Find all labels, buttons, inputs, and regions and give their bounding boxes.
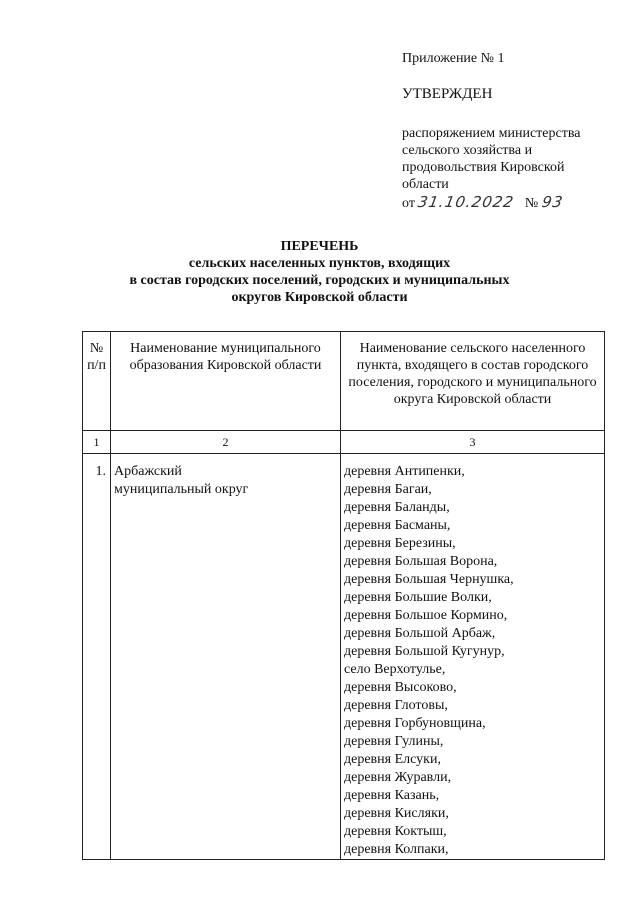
list-item: деревня Багаи, [344,482,432,497]
handwritten-number: 93 [540,193,565,211]
column-number: 3 [341,431,605,454]
date-prefix: от [402,196,415,211]
header-municipality: Наименование муниципального образования Кировской области [111,332,341,431]
column-number: 2 [111,431,341,454]
list-item: деревня Глотовы, [344,698,448,713]
list-item: деревня Журавли, [344,770,452,785]
table-header-row [83,332,605,431]
issuing-authority: распоряжением министерства сельского хозяйства и продовольствия Кировской области [402,126,581,192]
list-item: деревня Большой Кугунур, [344,644,505,659]
list-item: деревня Высоково, [344,680,457,695]
list-item: деревня Горбуновщина, [344,716,486,731]
title-line-3: в состав городских поселений, городских и муниципальных [129,273,510,288]
list-item: деревня Большие Волки, [344,590,492,605]
handwritten-date: 31.10.2022 [416,193,517,211]
municipality-cell [111,454,341,860]
column-number: 1 [83,431,111,454]
row-number-cell [83,454,111,860]
order-date-line [402,194,563,212]
title-line-1: ПЕРЕЧЕНЬ [280,239,359,254]
list-item: деревня Колпаки, [344,842,449,857]
list-item: деревня Гулины, [344,734,444,749]
approved-label: УТВЕРЖДЕН [402,86,493,102]
list-item: деревня Антипенки, [344,464,465,479]
municipality-name: Арбажский муниципальный округ [114,464,249,497]
list-item: деревня Басманы, [344,518,451,533]
settlements-cell [341,454,605,860]
number-label: № [524,196,539,211]
title-line-2: сельских населенных пунктов, входящих [188,256,451,271]
list-item: деревня Большой Арбаж, [344,626,496,641]
appendix-label: Приложение № 1 [402,51,505,66]
title-line-4: округов Кировской области [231,290,408,305]
list-item: деревня Казань, [344,788,440,803]
list-item: деревня Большое Кормино, [344,608,508,623]
list-item: деревня Большая Чернушка, [344,572,514,587]
header-settlement: Наименование сельского населенного пункта, входящего в состав городского поселения, городского и муниципального округа Кировской области [341,332,605,431]
row-number: 1. [95,464,106,479]
list-item: деревня Кисляки, [344,806,449,821]
list-item: деревня Елсуки, [344,752,441,767]
list-item: деревня Баланды, [344,500,450,515]
header-number: № п/п [83,332,111,431]
settlement-list [341,454,604,859]
settlements-table [82,331,605,860]
table-row [83,454,605,860]
list-item: деревня Коктыш, [344,824,447,839]
column-number-row [83,431,605,454]
list-item: деревня Березины, [344,536,456,551]
list-item: село Верхотулье, [344,662,446,677]
document-title [0,238,639,306]
list-item: деревня Большая Ворона, [344,554,498,569]
